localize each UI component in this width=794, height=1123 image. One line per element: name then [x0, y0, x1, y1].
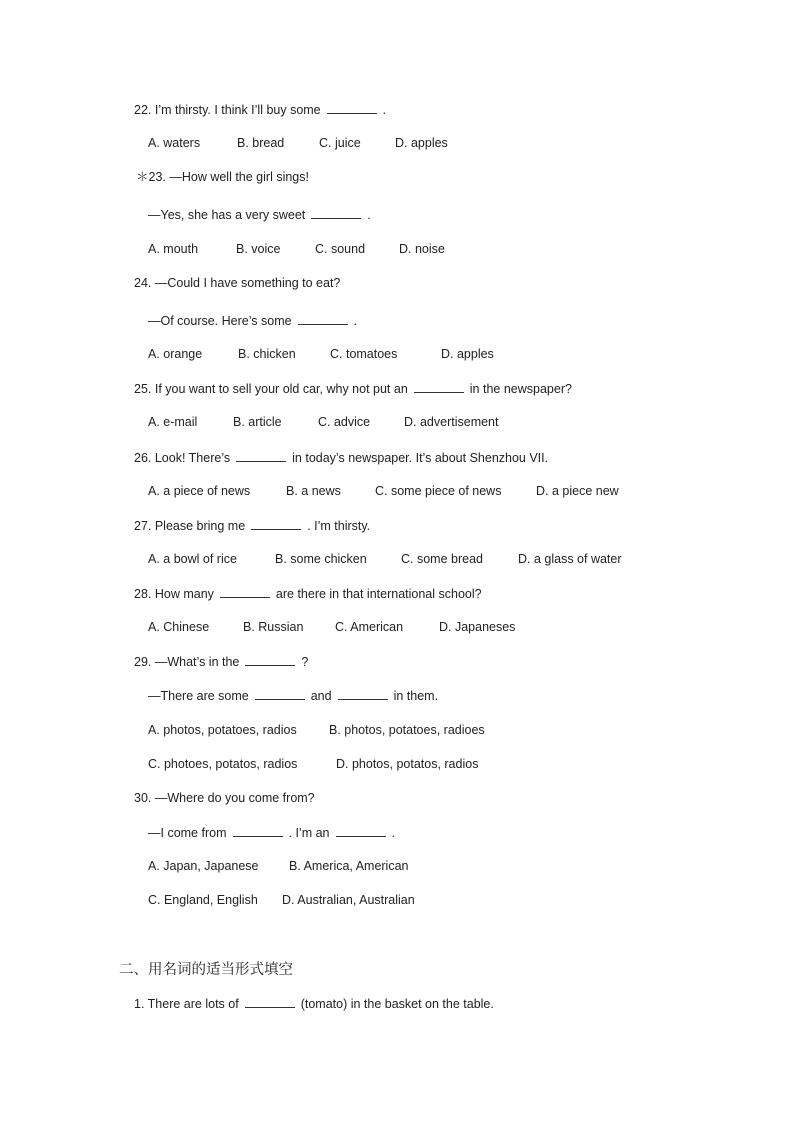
answer-blank[interactable] [233, 824, 283, 837]
option-d[interactable]: D. a glass of water [518, 552, 622, 566]
question-22: 22. I’m thirsty. I think I’ll buy some . [134, 103, 387, 117]
section2-question-1: 1. There are lots of (tomato) in the basket on the table. [134, 997, 494, 1011]
option-a[interactable]: A. Chinese [148, 620, 210, 634]
option-d[interactable]: D. photos, potatos, radios [336, 757, 479, 771]
option-b[interactable]: B. article [233, 415, 282, 429]
option-d[interactable]: D. apples [395, 136, 448, 150]
question-text: 29. —What’s in the [134, 655, 240, 669]
option-d[interactable]: D. a piece new [536, 484, 619, 498]
option-c[interactable]: C. some bread [401, 552, 483, 566]
option-a[interactable]: A. waters [148, 136, 201, 150]
question-30 [134, 790, 315, 806]
section-heading: 二、用名词的适当形式填空 [119, 962, 293, 978]
question-text: 28. How many [134, 587, 214, 601]
question-27: 27. Please bring me . I’m thirsty. [134, 519, 371, 533]
question-text: 1. There are lots of [134, 997, 239, 1011]
question-23 [136, 169, 309, 185]
question-text: ＊23. —How well the girl sings! [136, 170, 309, 184]
question-29: 29. —What’s in the ? [134, 655, 309, 669]
option-c[interactable]: C. juice [319, 136, 361, 150]
option-d[interactable]: D. Australian, Australian [282, 893, 415, 907]
answer-blank[interactable] [220, 585, 270, 598]
question-text: 26. Look! There’s [134, 451, 231, 465]
answer-blank[interactable] [251, 517, 301, 530]
question-29-response: —There are some and in them. [148, 689, 439, 703]
answer-blank[interactable] [327, 101, 377, 114]
answer-blank[interactable] [245, 653, 295, 666]
option-b[interactable]: B. Russian [243, 620, 304, 634]
option-c[interactable]: C. England, English [148, 893, 258, 907]
option-b[interactable]: B. photos, potatoes, radioes [329, 723, 485, 737]
question-24 [134, 275, 340, 291]
question-28: 28. How many are there in that international school? [134, 587, 482, 601]
option-a[interactable]: A. a piece of news [148, 484, 251, 498]
option-d[interactable]: D. advertisement [404, 415, 499, 429]
option-c[interactable]: C. photoes, potatos, radios [148, 757, 298, 771]
option-a[interactable]: A. photos, potatoes, radios [148, 723, 297, 737]
option-a[interactable]: A. orange [148, 347, 203, 361]
answer-blank[interactable] [255, 687, 305, 700]
question-26: 26. Look! There’s in today’s newspaper. It’s about Shenzhou VII. [134, 451, 549, 465]
option-c[interactable]: C. some piece of news [375, 484, 502, 498]
option-b[interactable]: B. America, American [289, 859, 409, 873]
option-c[interactable]: C. tomatoes [330, 347, 398, 361]
option-d[interactable]: D. noise [399, 242, 445, 256]
question-text: 25. If you want to sell your old car, why not put an [134, 382, 408, 396]
question-text: 22. I’m thirsty. I think I’ll buy some [134, 103, 321, 117]
option-d[interactable]: D. Japaneses [439, 620, 516, 634]
question-text: 24. —Could I have something to eat? [134, 276, 341, 290]
question-30-response: —I come from . I’m an . [148, 826, 395, 840]
option-c[interactable]: C. sound [315, 242, 366, 256]
option-b[interactable]: B. some chicken [275, 552, 367, 566]
option-a[interactable]: A. mouth [148, 242, 199, 256]
option-c[interactable]: C. advice [318, 415, 371, 429]
option-b[interactable]: B. a news [286, 484, 341, 498]
question-text: 30. —Where do you come from? [134, 791, 315, 805]
option-b[interactable]: B. bread [237, 136, 285, 150]
option-b[interactable]: B. chicken [238, 347, 296, 361]
answer-blank[interactable] [338, 687, 388, 700]
option-d[interactable]: D. apples [441, 347, 494, 361]
option-b[interactable]: B. voice [236, 242, 281, 256]
question-25: 25. If you want to sell your old car, why not put an in the newspaper? [134, 382, 572, 396]
question-text: 27. Please bring me [134, 519, 246, 533]
question-24-response: —Of course. Here’s some . [148, 314, 358, 328]
option-a[interactable]: A. a bowl of rice [148, 552, 237, 566]
option-a[interactable]: A. Japan, Japanese [148, 859, 259, 873]
answer-blank[interactable] [245, 995, 295, 1008]
option-a[interactable]: A. e-mail [148, 415, 198, 429]
answer-blank[interactable] [298, 312, 348, 325]
question-23-response: —Yes, she has a very sweet . [148, 208, 371, 222]
answer-blank[interactable] [311, 206, 361, 219]
answer-blank[interactable] [236, 449, 286, 462]
answer-blank[interactable] [336, 824, 386, 837]
answer-blank[interactable] [414, 380, 464, 393]
option-c[interactable]: C. American [335, 620, 404, 634]
